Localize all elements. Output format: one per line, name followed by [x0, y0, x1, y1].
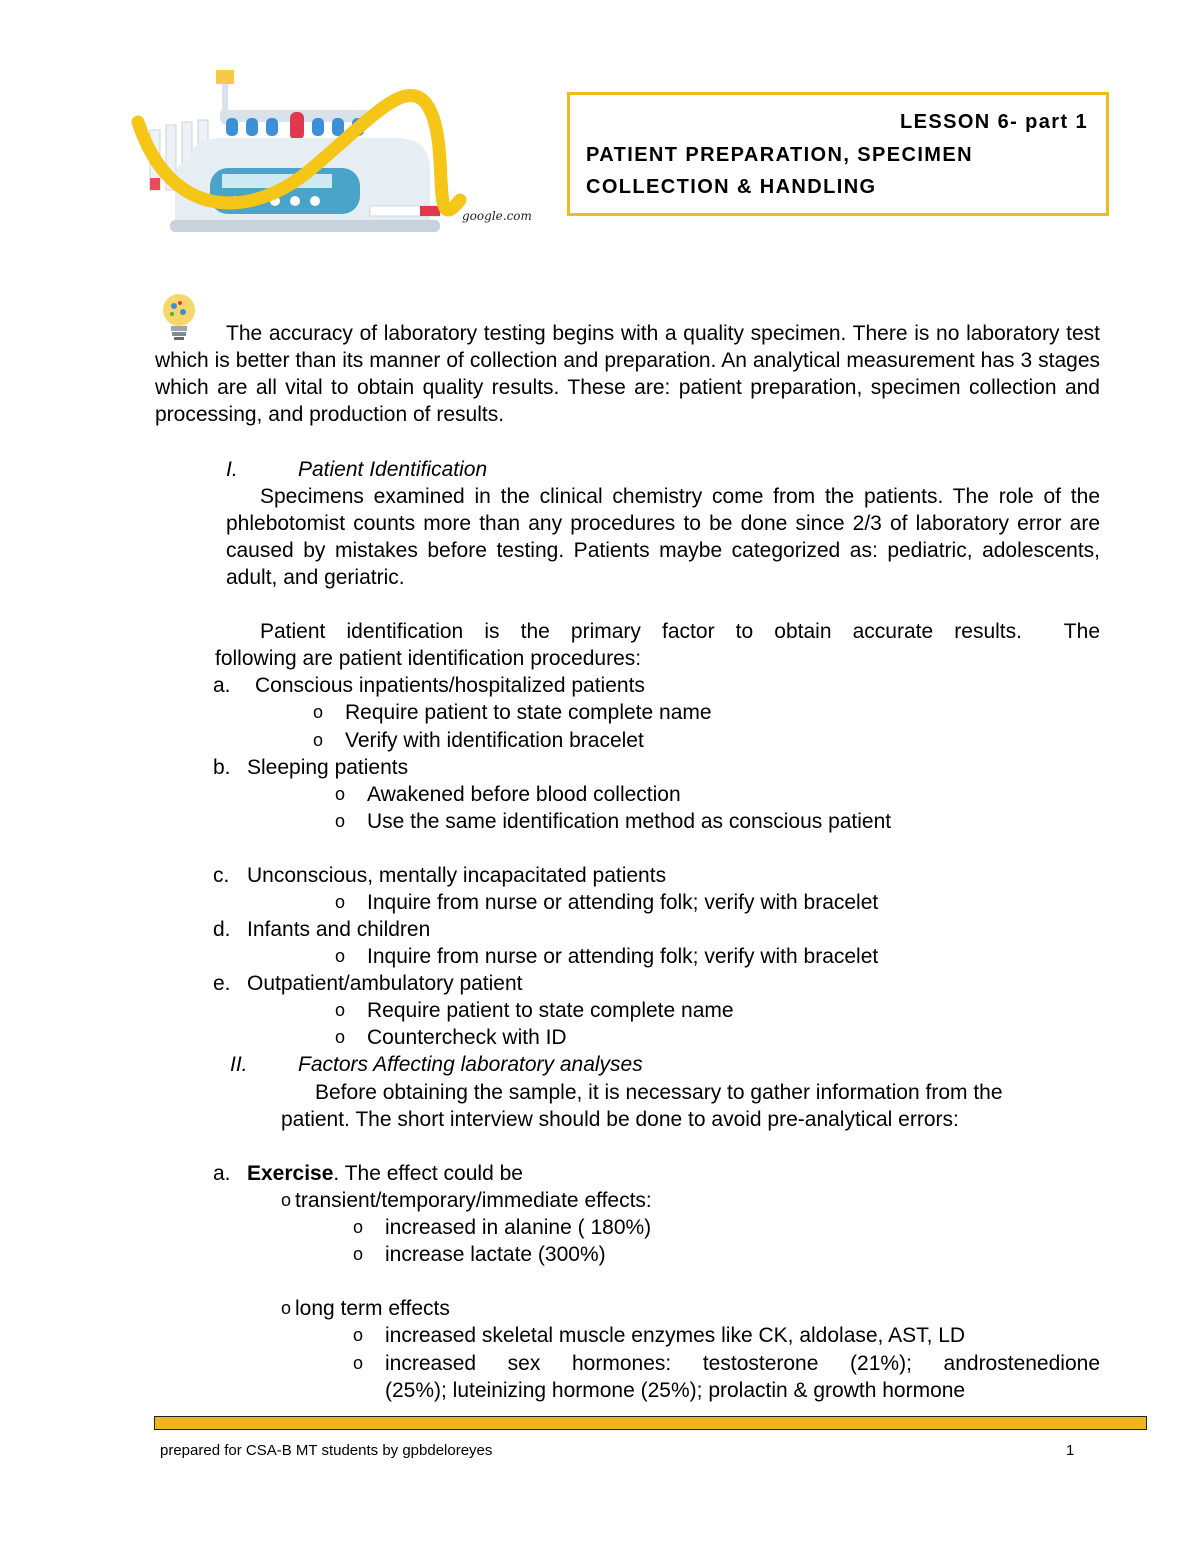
lesson-title-line-1: PATIENT PREPARATION, SPECIMEN	[586, 144, 973, 166]
exercise-line	[247, 1160, 523, 1187]
section-1-paragraph-2-line-1: Patient identification is the primary factor to obtain accurate results. The	[260, 620, 1100, 643]
item-b-sub-1: Awakened before blood collection	[367, 783, 681, 806]
footer-text: prepared for CSA-B MT students by gpbdeloreyes	[160, 1442, 493, 1459]
bullet-icon: o	[353, 1353, 364, 1373]
bullet-icon: o	[313, 702, 324, 722]
item-b-sub-2: Use the same identification method as conscious patient	[367, 810, 892, 833]
analyzer-machine-icon	[170, 138, 440, 232]
item-a-sub-2: Verify with identification bracelet	[345, 729, 644, 752]
exercise-group-2-sub-2-line-1: increased sex hormones: testosterone (21%); androstenedione	[385, 1352, 1100, 1375]
bullet-icon: o	[353, 1217, 364, 1237]
exercise-bold: Exercise	[247, 1162, 334, 1185]
section-1-paragraph: Specimens examined in the clinical chemistry come from the patients. The role of the phlebotomist counts more than any procedures to be done since 2/3 of laboratory error are caused by mistakes before testing. Patients maybe categorized as: pediatric, adolescents, adult, and geriatric.	[226, 485, 1100, 589]
exercise-group-1-label: transient/temporary/immediate effects:	[295, 1189, 652, 1212]
bullet-icon: o	[281, 1298, 292, 1318]
lesson-title-box	[567, 92, 1109, 216]
lesson-label: LESSON 6- part 1	[900, 111, 1088, 133]
item-e-sub-1: Require patient to state complete name	[367, 999, 734, 1022]
section-1-paragraph-2-line-2: following are patient identification procedures:	[215, 647, 642, 670]
exercise-group-2-label: long term effects	[295, 1297, 450, 1320]
section-1-numeral: I.	[226, 458, 238, 481]
bullet-icon: o	[335, 1000, 346, 1020]
section-1-heading: Patient Identification	[298, 458, 488, 481]
exercise-group-1-sub-1: increased in alanine ( 180%)	[385, 1216, 652, 1239]
item-a-sub-1: Require patient to state complete name	[345, 701, 712, 724]
bullet-icon: o	[335, 1027, 346, 1047]
item-a-label: Conscious inpatients/hospitalized patients	[255, 674, 645, 697]
bullet-icon: o	[353, 1244, 364, 1264]
footer-bar	[154, 1416, 1147, 1430]
item-a-letter: a.	[213, 674, 231, 697]
item-e-label: Outpatient/ambulatory patient	[247, 972, 523, 995]
exercise-group-1-sub-2: increase lactate (300%)	[385, 1243, 606, 1266]
bullet-icon: o	[281, 1190, 292, 1210]
item-c-label: Unconscious, mentally incapacitated patients	[247, 864, 667, 887]
bullet-icon: o	[353, 1325, 364, 1345]
item-e-sub-2: Countercheck with ID	[367, 1026, 567, 1049]
bullet-icon: o	[335, 811, 346, 831]
section-2-numeral: II.	[230, 1053, 248, 1076]
item-b-letter: b.	[213, 756, 231, 779]
item-e-letter: e.	[213, 972, 231, 995]
lesson-title-line-2: COLLECTION & HANDLING	[586, 176, 877, 198]
exercise-letter: a.	[213, 1162, 231, 1185]
section-2-paragraph-line-2: patient. The short interview should be done to avoid pre-analytical errors:	[281, 1108, 959, 1131]
intro-paragraph: The accuracy of laboratory testing begins with a quality specimen. There is no laboratory test which is better than its manner of collection and preparation. An analytical measurement has 3 stages which are all vital to obtain quality results. These are: patient preparation, specimen collection and processing, and production of results.	[155, 322, 1100, 426]
page-number: 1	[1066, 1442, 1075, 1459]
section-2-heading: Factors Affecting laboratory analyses	[298, 1053, 643, 1076]
exercise-group-2-sub-1: increased skeletal muscle enzymes like CK, aldolase, AST, LD	[385, 1324, 966, 1347]
bullet-icon: o	[335, 892, 346, 912]
item-d-sub-1: Inquire from nurse or attending folk; verify with bracelet	[367, 945, 879, 968]
bullet-icon: o	[335, 784, 346, 804]
item-d-label: Infants and children	[247, 918, 431, 941]
image-credit: google.com	[462, 209, 532, 223]
exercise-group-2-sub-2-line-2: (25%); luteinizing hormone (25%); prolactin & growth hormone	[385, 1379, 966, 1402]
exercise-rest: . The effect could be	[333, 1162, 523, 1185]
item-d-letter: d.	[213, 918, 231, 941]
item-c-sub-1: Inquire from nurse or attending folk; verify with bracelet	[367, 891, 879, 914]
bullet-icon: o	[335, 946, 346, 966]
bullet-icon: o	[313, 730, 324, 750]
item-c-letter: c.	[213, 864, 230, 887]
section-2-paragraph-line-1: Before obtaining the sample, it is necessary to gather information from the	[315, 1081, 1003, 1104]
item-b-label: Sleeping patients	[247, 756, 409, 779]
